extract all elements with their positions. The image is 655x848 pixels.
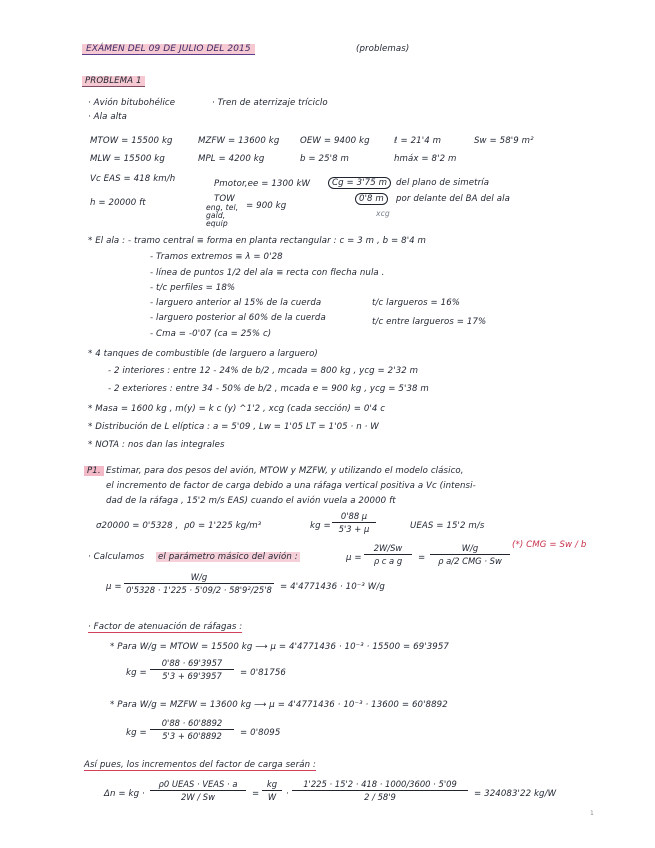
mass-mu-frac2 [430, 543, 510, 566]
conclusion-frac2 [262, 779, 282, 802]
p1-kg-num: 0'88 μ [332, 511, 376, 523]
conclusion-dot: · [286, 789, 289, 799]
mass-mu-num2: W/g [430, 543, 510, 555]
spec-cg-d: por delante del BA del ala [396, 194, 510, 204]
p1-line-1: Estimar, para dos pesos del avión, MTOW y MZFW, y utilizando el modelo clásico, [106, 466, 464, 476]
gust-label: · Factor de atenuación de ráfagas : [88, 622, 243, 632]
bullet-2: · Ala alta [88, 112, 128, 122]
gust-b1: * Para W/g = MZFW = 13600 kg ⟶ μ = 4'4771436 · 10⁻³ · 13600 = 60'8892 [110, 700, 448, 710]
spec-mpl: MPL = 4200 kg [198, 154, 265, 164]
p1-line-3: dad de la ráfaga , 15'2 m/s EAS) cuando el avión vuela a 20000 ft [106, 496, 396, 506]
fuel-line-3: - 2 exteriores : entre 34 - 50% de b/2 , mcada e = 900 kg , ycg = 5'38 m [108, 384, 429, 394]
gust-b2-res: = 0'8095 [240, 728, 281, 738]
gust-b2-pre: kg = [126, 728, 147, 738]
gust-b2-frac [150, 718, 234, 741]
fuel-line-1: * 4 tanques de combustible (de larguero a larguero) [88, 349, 318, 359]
spec-cg-b: del plano de simetría [396, 178, 490, 188]
spec-tow-b: eng, tel, gald, equip [206, 203, 239, 228]
extra-dist: * Distribución de L elíptica : a = 5'09 , Lw = 1'05 LT = 1'05 · n · W [88, 422, 379, 432]
gust-b2-den: 5'3 + 60'8892 [162, 731, 222, 741]
gust-a2-frac [150, 658, 234, 681]
problem-label: PROBLEMA 1 [82, 76, 145, 87]
mass-mu2-num: W/g [124, 572, 274, 584]
spec-tow-a: TOW [214, 194, 235, 204]
conclusion-num1: ρ0 UEAS · VEAS · a [150, 779, 246, 791]
cg-y-box: Cg = 3'75 m [328, 177, 391, 189]
exam-title: EXÁMEN DEL 09 DE JULIO DEL 2015 [82, 44, 255, 55]
conclusion-den2: W [267, 792, 277, 802]
wing-line-5: - larguero anterior al 15% de la cuerda [150, 298, 322, 308]
mass-label-b: el parámetro másico del avión : [158, 552, 298, 562]
conclusion-frac1 [150, 779, 246, 802]
spec-vc: Vc EAS = 418 km/h [90, 174, 176, 184]
spec-oew: OEW = 9400 kg [300, 136, 370, 146]
wing-line-6b: t/c entre largueros = 17% [372, 317, 487, 327]
spec-cg-c [355, 194, 388, 205]
gust-b2-num: 0'88 · 60'8892 [150, 718, 234, 730]
wing-line-4: - t/c perfiles = 18% [150, 283, 236, 293]
mass-mu-den2: ρ a/2 CMG · Sw [438, 556, 502, 566]
mass-mu2-den: 0'5328 · 1'225 · 5'09/2 · 58'9²/25'8 [126, 585, 272, 595]
exam-subtitle: (problemas) [356, 44, 410, 54]
spec-tow-c: = 900 kg [246, 201, 287, 211]
wing-line-5b: t/c largueros = 16% [372, 298, 461, 308]
mass-mu-frac [364, 543, 412, 566]
wing-line-6: - larguero posterior al 60% de la cuerda [150, 313, 326, 323]
p1-ueas: UEAS = 15'2 m/s [410, 521, 485, 531]
mass-mu-num: 2W/Sw [364, 543, 412, 555]
spec-mzfw: MZFW = 13600 kg [198, 136, 280, 146]
spec-cg-a [328, 178, 391, 189]
wing-line-7: - Cma = -0'07 (ca = 25% c) [150, 329, 272, 339]
wing-line-1: * El ala : - tramo central ≡ forma en planta rectangular : c = 3 m , b = 8'4 m [88, 236, 427, 246]
wing-line-2: - Tramos extremos ≡ λ = 0'28 [150, 252, 283, 262]
spec-hmax: hmáx = 8'2 m [394, 154, 457, 164]
gust-a2-num: 0'88 · 69'3957 [150, 658, 234, 670]
conclusion-result: = 324083'22 kg/W [474, 789, 557, 799]
conclusion-frac3 [292, 779, 468, 802]
p1-kg-den: 5'3 + μ [338, 524, 370, 534]
spec-l: ℓ = 21'4 m [394, 136, 442, 146]
bullet-3: · Tren de aterrizaje tríciclo [212, 98, 328, 108]
p1-line-2: el incremento de factor de carga debido a una ráfaga vertical positiva a Vc (intensi- [106, 481, 476, 491]
p1-cmg-note: (*) CMG = Sw / b [512, 540, 587, 550]
p1-sigma: σ20000 = 0'5328 , [96, 521, 179, 531]
spec-mtow: MTOW = 15500 kg [90, 136, 173, 146]
wing-line-3: - línea de puntos 1/2 del ala ≡ recta con flecha nula . [150, 268, 385, 278]
mass-label-a: · Calculamos [88, 552, 145, 562]
cg-x-box: 0'8 m [355, 193, 388, 205]
mass-mu-den: ρ c a g [373, 556, 403, 566]
p1-kg-pre: kg = [310, 521, 331, 531]
bullet-1: · Avión bitubohélice [88, 98, 176, 108]
conclusion-den1: 2W / Sw [181, 792, 215, 802]
spec-h: h = 20000 ft [90, 198, 146, 208]
p1-rho0: ρ0 = 1'225 kg/m³ [184, 521, 262, 531]
conclusion-num2: kg [262, 779, 282, 791]
fuel-line-2: - 2 interiores : entre 12 - 24% de b/2 , mcada = 800 kg , ycg = 2'32 m [108, 366, 419, 376]
spec-sw: Sw = 58'9 m² [474, 136, 534, 146]
p1-kg-frac [332, 511, 376, 534]
conclusion-eq: = [252, 789, 260, 799]
extra-nota: * NOTA : nos dan las integrales [88, 440, 225, 450]
p1-label: P1. [84, 466, 104, 477]
conclusion-num3: 1'225 · 15'2 · 418 · 1000/3600 · 5'09 [292, 779, 468, 791]
mass-mu2-res: = 4'4771436 · 10⁻³ W/g [280, 582, 385, 592]
spec-pmotor: Pmotor,ee = 1300 kW [214, 179, 311, 189]
mass-mu-pre: μ = [346, 553, 362, 563]
spec-b: b = 25'8 m [300, 154, 349, 164]
gust-a2-res: = 0'81756 [240, 668, 287, 678]
spec-mlw: MLW = 15500 kg [90, 154, 165, 164]
conclusion-dn-pre: Δn = kg · [104, 789, 145, 799]
page-number: 1 [590, 810, 594, 817]
gust-a1: * Para W/g = MTOW = 15500 kg ⟶ μ = 4'4771436 · 10⁻³ · 15500 = 69'3957 [110, 642, 450, 652]
gust-a2-pre: kg = [126, 668, 147, 678]
conclusion-line: Así pues, los incrementos del factor de carga serán : [84, 760, 316, 770]
mass-mu2-pre: μ = [106, 582, 122, 592]
mass-mu2-frac [124, 572, 274, 595]
gust-a2-den: 5'3 + 69'3957 [162, 671, 222, 681]
spec-cg-note: xcg [376, 209, 390, 218]
conclusion-den3: 2 / 58'9 [364, 792, 396, 802]
mass-eq: = [418, 553, 426, 563]
extra-masa: * Masa = 1600 kg , m(y) = k c (y) ^1'2 , xcg (cada sección) = 0'4 c [88, 404, 386, 414]
